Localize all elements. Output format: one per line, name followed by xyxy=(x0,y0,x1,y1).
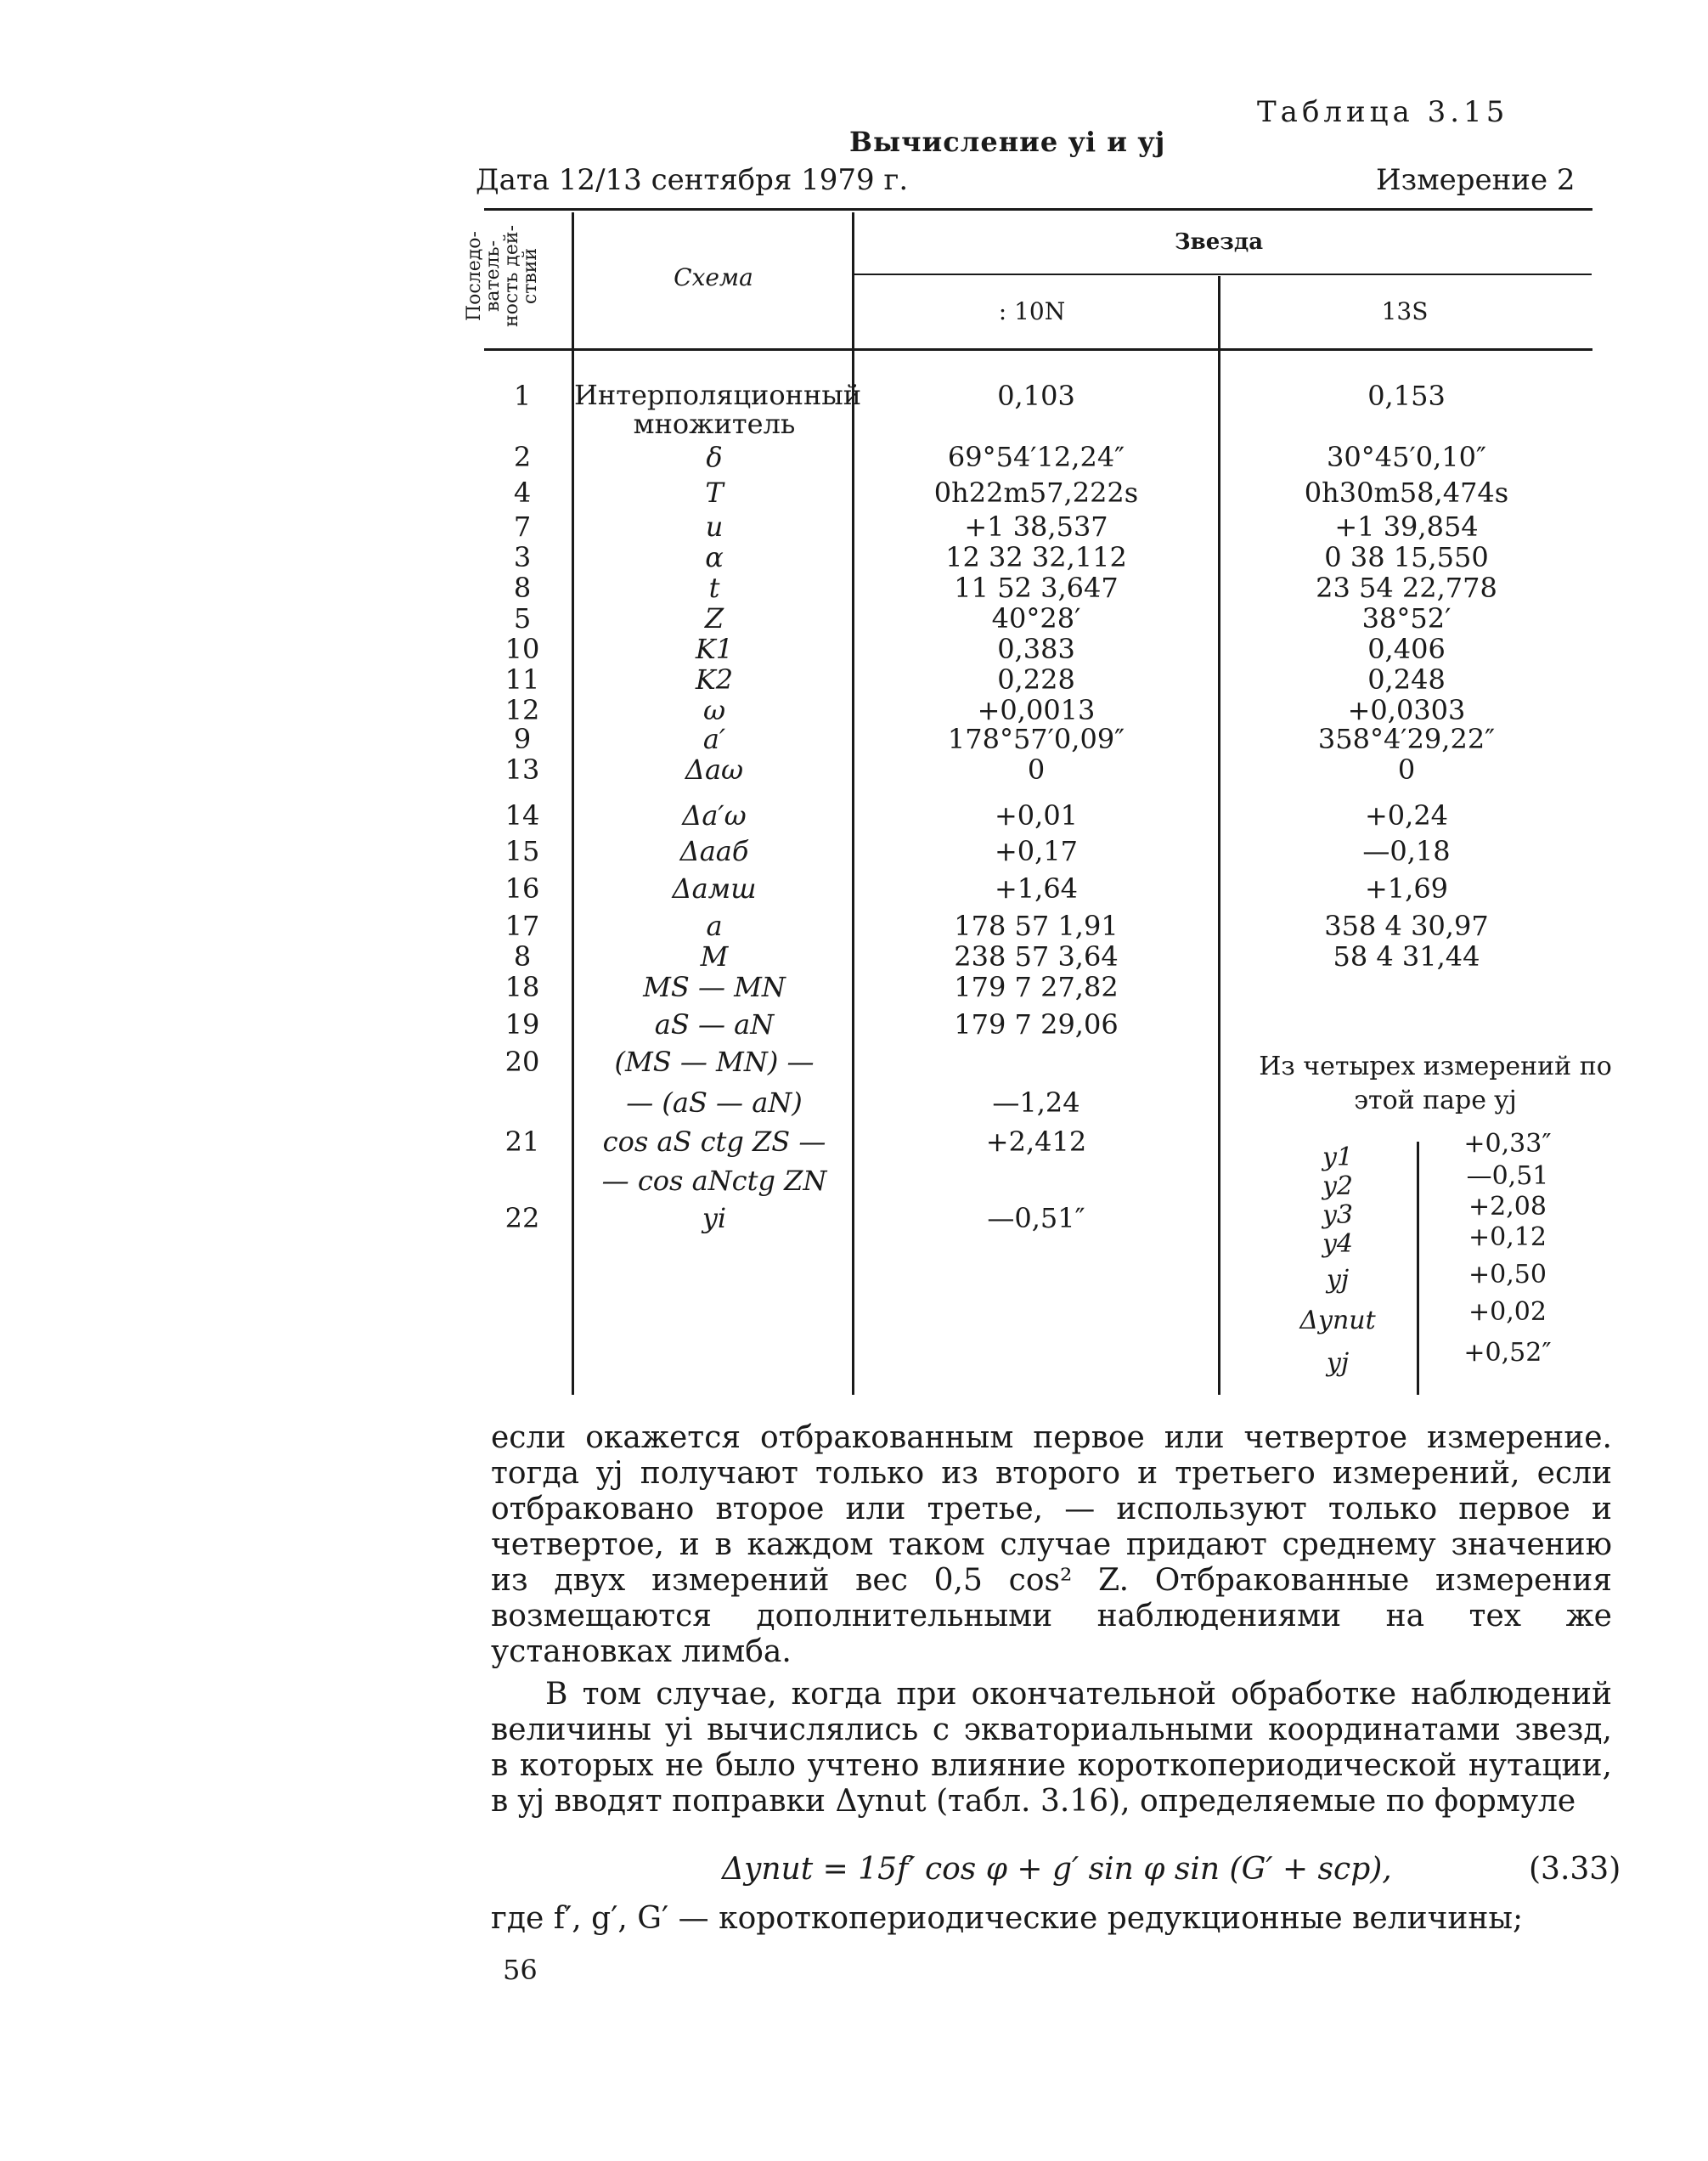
star-1-value: 0,383 xyxy=(997,633,1075,665)
step-number: 2 xyxy=(513,441,532,473)
scheme-cell: Δa′ω xyxy=(682,799,747,832)
star-2-value: 0,406 xyxy=(1367,633,1446,665)
summary-value: —0,51 xyxy=(1466,1161,1549,1191)
scheme-cell: Δaмш xyxy=(672,872,757,905)
star-2-value: 358 4 30,97 xyxy=(1324,910,1489,942)
star-1-value: 179 7 29,06 xyxy=(954,1008,1119,1041)
step-number: 9 xyxy=(513,723,532,755)
step-number: 12 xyxy=(505,694,540,726)
scheme-cell: aS — aN xyxy=(654,1008,775,1041)
page-number: 56 xyxy=(503,1954,538,1986)
summary-value: +2,08 xyxy=(1468,1192,1547,1222)
scheme-cell: α xyxy=(705,541,724,573)
step-number: 22 xyxy=(505,1202,540,1234)
step-number: 8 xyxy=(513,940,532,973)
star-1-value: +1,64 xyxy=(994,872,1079,905)
scheme-cell: a′ xyxy=(702,723,726,755)
step-number: 4 xyxy=(513,477,532,509)
star-2-value: 0,248 xyxy=(1367,663,1446,696)
header-bottom-rule xyxy=(484,348,1592,351)
star-2-value: 0 38 15,550 xyxy=(1324,541,1489,573)
table-title: Вычисление yi и yj xyxy=(849,126,1166,158)
star-2-value: +0,0303 xyxy=(1347,694,1466,726)
scheme-cell: Z xyxy=(704,602,724,635)
star-1-value: 0,228 xyxy=(997,663,1075,696)
star-2-value: —0,18 xyxy=(1362,835,1451,867)
star-2-value: 23 54 22,778 xyxy=(1316,572,1497,604)
step-number: 10 xyxy=(505,633,540,665)
scheme-cell: Интерполяционный множитель xyxy=(574,379,862,440)
step-number: 15 xyxy=(505,835,540,867)
star-2-value: 38°52′ xyxy=(1361,602,1452,635)
formula: Δynut = 15f′ cos φ + g′ sin φ sin (G′ + sср), xyxy=(722,1852,1392,1887)
column-divider-3 xyxy=(1218,276,1220,1395)
step-number: 21 xyxy=(505,1126,540,1158)
step-number: 8 xyxy=(513,572,532,604)
measurement-label: Измерение 2 xyxy=(1376,163,1576,197)
step-number: 20 xyxy=(505,1046,540,1078)
formula-number: (3.33) xyxy=(1529,1852,1621,1887)
star-1-value: 11 52 3,647 xyxy=(954,572,1119,604)
star-2-value: +1 39,854 xyxy=(1334,511,1479,543)
summary-label: yj xyxy=(1326,1265,1350,1295)
star-2-value: 30°45′0,10″ xyxy=(1327,441,1486,473)
star-1-value: +1 38,537 xyxy=(964,511,1108,543)
scheme-cell: cos aS ctg ZS — xyxy=(602,1126,826,1158)
paragraph-2: В том случае, когда при окончательной обработке наблюдений величины yi вычислялись с экваториальными координатами звезд, в которых не было учтено влияние короткопериодической нутации, в yj вводят поправки Δynut (табл. 3.16), определяемые по формуле xyxy=(491,1677,1612,1819)
step-number: 13 xyxy=(505,753,540,786)
scheme-cell: (MS — MN) — xyxy=(614,1046,815,1078)
table-top-rule xyxy=(484,208,1592,211)
step-number: 7 xyxy=(513,511,532,543)
sequence-header-text: Последо- ватель- ность дей- ствий xyxy=(464,224,541,328)
star-1-value: +0,17 xyxy=(994,835,1079,867)
step-number: 3 xyxy=(513,541,532,573)
where-clause: где f′, g′, G′ — короткопериодические редукционные величины; xyxy=(491,1901,1524,1936)
star-2-header: 13S xyxy=(1381,297,1429,325)
step-number: 18 xyxy=(505,971,540,1003)
star-1-value: 178°57′0,09″ xyxy=(947,723,1125,755)
step-number: 11 xyxy=(505,663,540,696)
step-number: 16 xyxy=(505,872,540,905)
star-1-value: 0h22m57,222s xyxy=(933,477,1139,509)
star-2-value: 358°4′29,22″ xyxy=(1317,723,1496,755)
star-1-header: : 10N xyxy=(998,297,1066,325)
star-1-value: +2,412 xyxy=(985,1126,1087,1158)
star-2-value: +1,69 xyxy=(1364,872,1449,905)
star-1-value: +0,01 xyxy=(994,799,1079,832)
star-1-value: 12 32 32,112 xyxy=(945,541,1127,573)
star-1-value: —0,51″ xyxy=(987,1202,1085,1234)
scheme-cell: δ xyxy=(706,441,723,473)
summary-value: +0,50 xyxy=(1468,1260,1547,1289)
star-2-value: 58 4 31,44 xyxy=(1333,940,1480,973)
summary-label: y1 xyxy=(1322,1143,1354,1172)
date-label: Дата 12/13 сентября 1979 г. xyxy=(476,163,909,197)
summary-value: +0,02 xyxy=(1468,1297,1547,1327)
sequence-header xyxy=(465,212,576,340)
star-1-value: —1,24 xyxy=(992,1086,1080,1119)
star-1-value: 40°28′ xyxy=(991,602,1081,635)
summary-value: +0,33″ xyxy=(1463,1129,1552,1159)
scheme-cell: a xyxy=(706,910,723,942)
body-text xyxy=(491,1420,1612,1820)
summary-label: y3 xyxy=(1322,1200,1354,1230)
scheme-cell: K2 xyxy=(695,663,734,696)
scheme-cell: Δaаб xyxy=(679,835,749,867)
step-number: 19 xyxy=(505,1008,540,1041)
summary-divider xyxy=(1417,1142,1419,1395)
summary-label: yj xyxy=(1326,1348,1350,1378)
scheme-cell: MS — MN xyxy=(643,971,786,1003)
step-number: 14 xyxy=(505,799,540,832)
step-number: 5 xyxy=(513,602,532,635)
scheme-cell: t xyxy=(708,572,720,604)
summary-label: y4 xyxy=(1322,1229,1354,1259)
star-2-value: 0h30m58,474s xyxy=(1304,477,1509,509)
scheme-cell: u xyxy=(705,511,724,543)
star-1-value: 178 57 1,91 xyxy=(954,910,1119,942)
step-number: 17 xyxy=(505,910,540,942)
scheme-header: Схема xyxy=(674,263,753,291)
star-1-value: 69°54′12,24″ xyxy=(947,441,1125,473)
star-1-value: +0,0013 xyxy=(977,694,1096,726)
scheme-cell: Δaω xyxy=(685,753,744,786)
star-header-rule xyxy=(854,274,1592,275)
paragraph-1: если окажется отбракованным первое или четвертое измерение. тогда yj получают только из второго и третьего измерений, если отбраковано второе или третье, — используют только первое и четвертое, и в каждом таком случае придают среднему значению из двух измерений вес 0,5 cos² Z. Отбракованные измерения возмещаются дополнительными наблюдениями на тех же установках лимба. xyxy=(491,1420,1612,1669)
table-number: Таблица 3.15 xyxy=(1257,95,1509,129)
star-2-value: 0 xyxy=(1397,753,1416,786)
scheme-cell: M xyxy=(700,940,729,973)
scheme-cell: ω xyxy=(702,694,726,726)
scheme-cell: — (aS — aN) xyxy=(626,1086,803,1119)
star-1-value: 0,103 xyxy=(997,380,1075,412)
step-number: 1 xyxy=(513,380,532,412)
star-2-value: +0,24 xyxy=(1364,799,1449,832)
scheme-cell: T xyxy=(705,477,724,509)
summary-title: Из четырех измерений по этой паре yj xyxy=(1259,1052,1612,1115)
scheme-cell: — cos aNctg ZN xyxy=(601,1165,827,1197)
summary-label: Δynut xyxy=(1299,1306,1376,1335)
star-1-value: 238 57 3,64 xyxy=(954,940,1119,973)
star-header: Звезда xyxy=(1174,229,1264,255)
scheme-cell: K1 xyxy=(695,633,734,665)
star-2-value: 0,153 xyxy=(1367,380,1446,412)
star-1-value: 0 xyxy=(1027,753,1046,786)
summary-value: +0,12 xyxy=(1468,1222,1547,1252)
scheme-cell: yi xyxy=(702,1202,727,1234)
summary-value: +0,52″ xyxy=(1463,1338,1552,1368)
summary-label: y2 xyxy=(1322,1171,1354,1201)
star-1-value: 179 7 27,82 xyxy=(954,971,1119,1003)
